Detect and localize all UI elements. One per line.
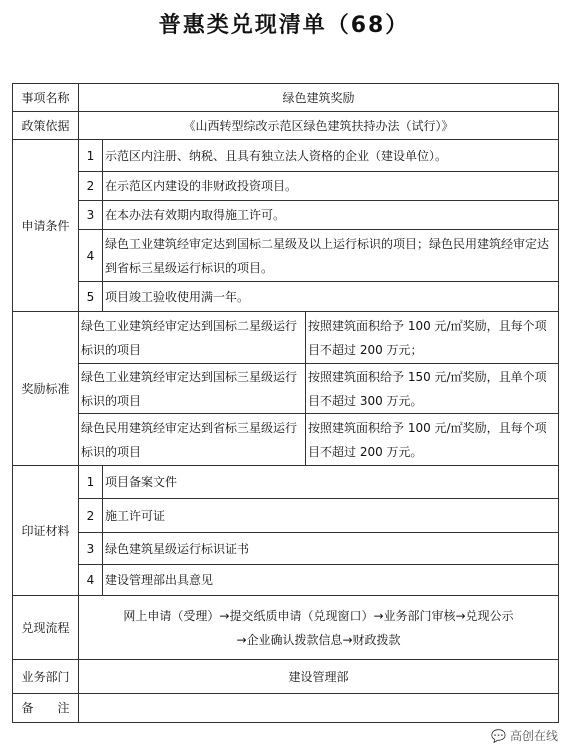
department-label: 业务部门	[13, 660, 79, 694]
row-department	[13, 660, 559, 694]
remarks-value	[79, 694, 559, 723]
reward-label: 奖励标准	[13, 312, 79, 466]
condition-num: 3	[79, 201, 103, 230]
reward-condition: 绿色工业建筑经审定达到国标二星级运行标识的项目	[79, 312, 306, 364]
material-num: 4	[79, 565, 103, 596]
department-value: 建设管理部	[79, 660, 559, 694]
condition-row	[13, 282, 559, 312]
row-remarks	[13, 694, 559, 723]
material-row	[13, 466, 559, 499]
material-text: 绿色建筑星级运行标识证书	[103, 533, 559, 565]
condition-row	[13, 201, 559, 230]
condition-text: 项目竣工验收使用满一年。	[103, 282, 559, 312]
condition-row	[13, 230, 559, 282]
reward-amount: 按照建筑面积给予 150 元/㎡奖励，且单个项目不超过 300 万元。	[306, 364, 559, 414]
row-process	[13, 596, 559, 660]
material-row	[13, 499, 559, 533]
policy-table	[12, 83, 559, 723]
reward-amount: 按照建筑面积给予 100 元/㎡奖励，且每个项目不超过 200 万元。	[306, 414, 559, 466]
watermark	[491, 727, 558, 744]
policy-value: 《山西转型综改示范区绿色建筑扶持办法（试行）》	[79, 112, 559, 140]
watermark-text: 高创在线	[509, 729, 558, 743]
condition-num: 2	[79, 172, 103, 201]
row-item-name	[13, 84, 559, 112]
condition-text: 在示范区内建设的非财政投资项目。	[103, 172, 559, 201]
row-policy	[13, 112, 559, 140]
material-num: 1	[79, 466, 103, 499]
condition-text: 在本办法有效期内取得施工许可。	[103, 201, 559, 230]
conditions-label: 申请条件	[13, 140, 79, 312]
material-num: 2	[79, 499, 103, 533]
page-title: 普惠类兑现清单（68）	[158, 13, 410, 38]
process-value	[79, 596, 559, 660]
reward-row	[13, 364, 559, 414]
process-label: 兑现流程	[13, 596, 79, 660]
chat-bubble-icon: 💬	[491, 729, 507, 743]
remarks-label: 备 注	[13, 694, 79, 723]
condition-row	[13, 140, 559, 172]
condition-num: 5	[79, 282, 103, 312]
material-num: 3	[79, 533, 103, 565]
material-text: 项目备案文件	[103, 466, 559, 499]
material-text: 建设管理部出具意见	[103, 565, 559, 596]
condition-text: 绿色工业建筑经审定达到国标二星级及以上运行标识的项目；绿色民用建筑经审定达到省标三星级运行标识的项目。	[103, 230, 559, 282]
reward-amount: 按照建筑面积给予 100 元/㎡奖励，且每个项目不超过 200 万元；	[306, 312, 559, 364]
process-line-1: 网上申请（受理）→提交纸质申请（兑现窗口）→业务部门审核→兑现公示	[123, 608, 514, 623]
material-row	[13, 565, 559, 596]
material-text: 施工许可证	[103, 499, 559, 533]
material-row	[13, 533, 559, 565]
condition-text: 示范区内注册、纳税、且具有独立法人资格的企业（建设单位）。	[103, 140, 559, 172]
process-line-2: →企业确认拨款信息→财政拨款	[236, 632, 401, 647]
item-name-label: 事项名称	[13, 84, 79, 112]
condition-num: 4	[79, 230, 103, 282]
reward-condition: 绿色工业建筑经审定达到国标三星级运行标识的项目	[79, 364, 306, 414]
materials-label: 印证材料	[13, 466, 79, 596]
condition-row	[13, 172, 559, 201]
reward-condition: 绿色民用建筑经审定达到省标三星级运行标识的项目	[79, 414, 306, 466]
policy-label: 政策依据	[13, 112, 79, 140]
condition-num: 1	[79, 140, 103, 172]
reward-row	[13, 312, 559, 364]
item-name-value: 绿色建筑奖励	[79, 84, 559, 112]
reward-row	[13, 414, 559, 466]
